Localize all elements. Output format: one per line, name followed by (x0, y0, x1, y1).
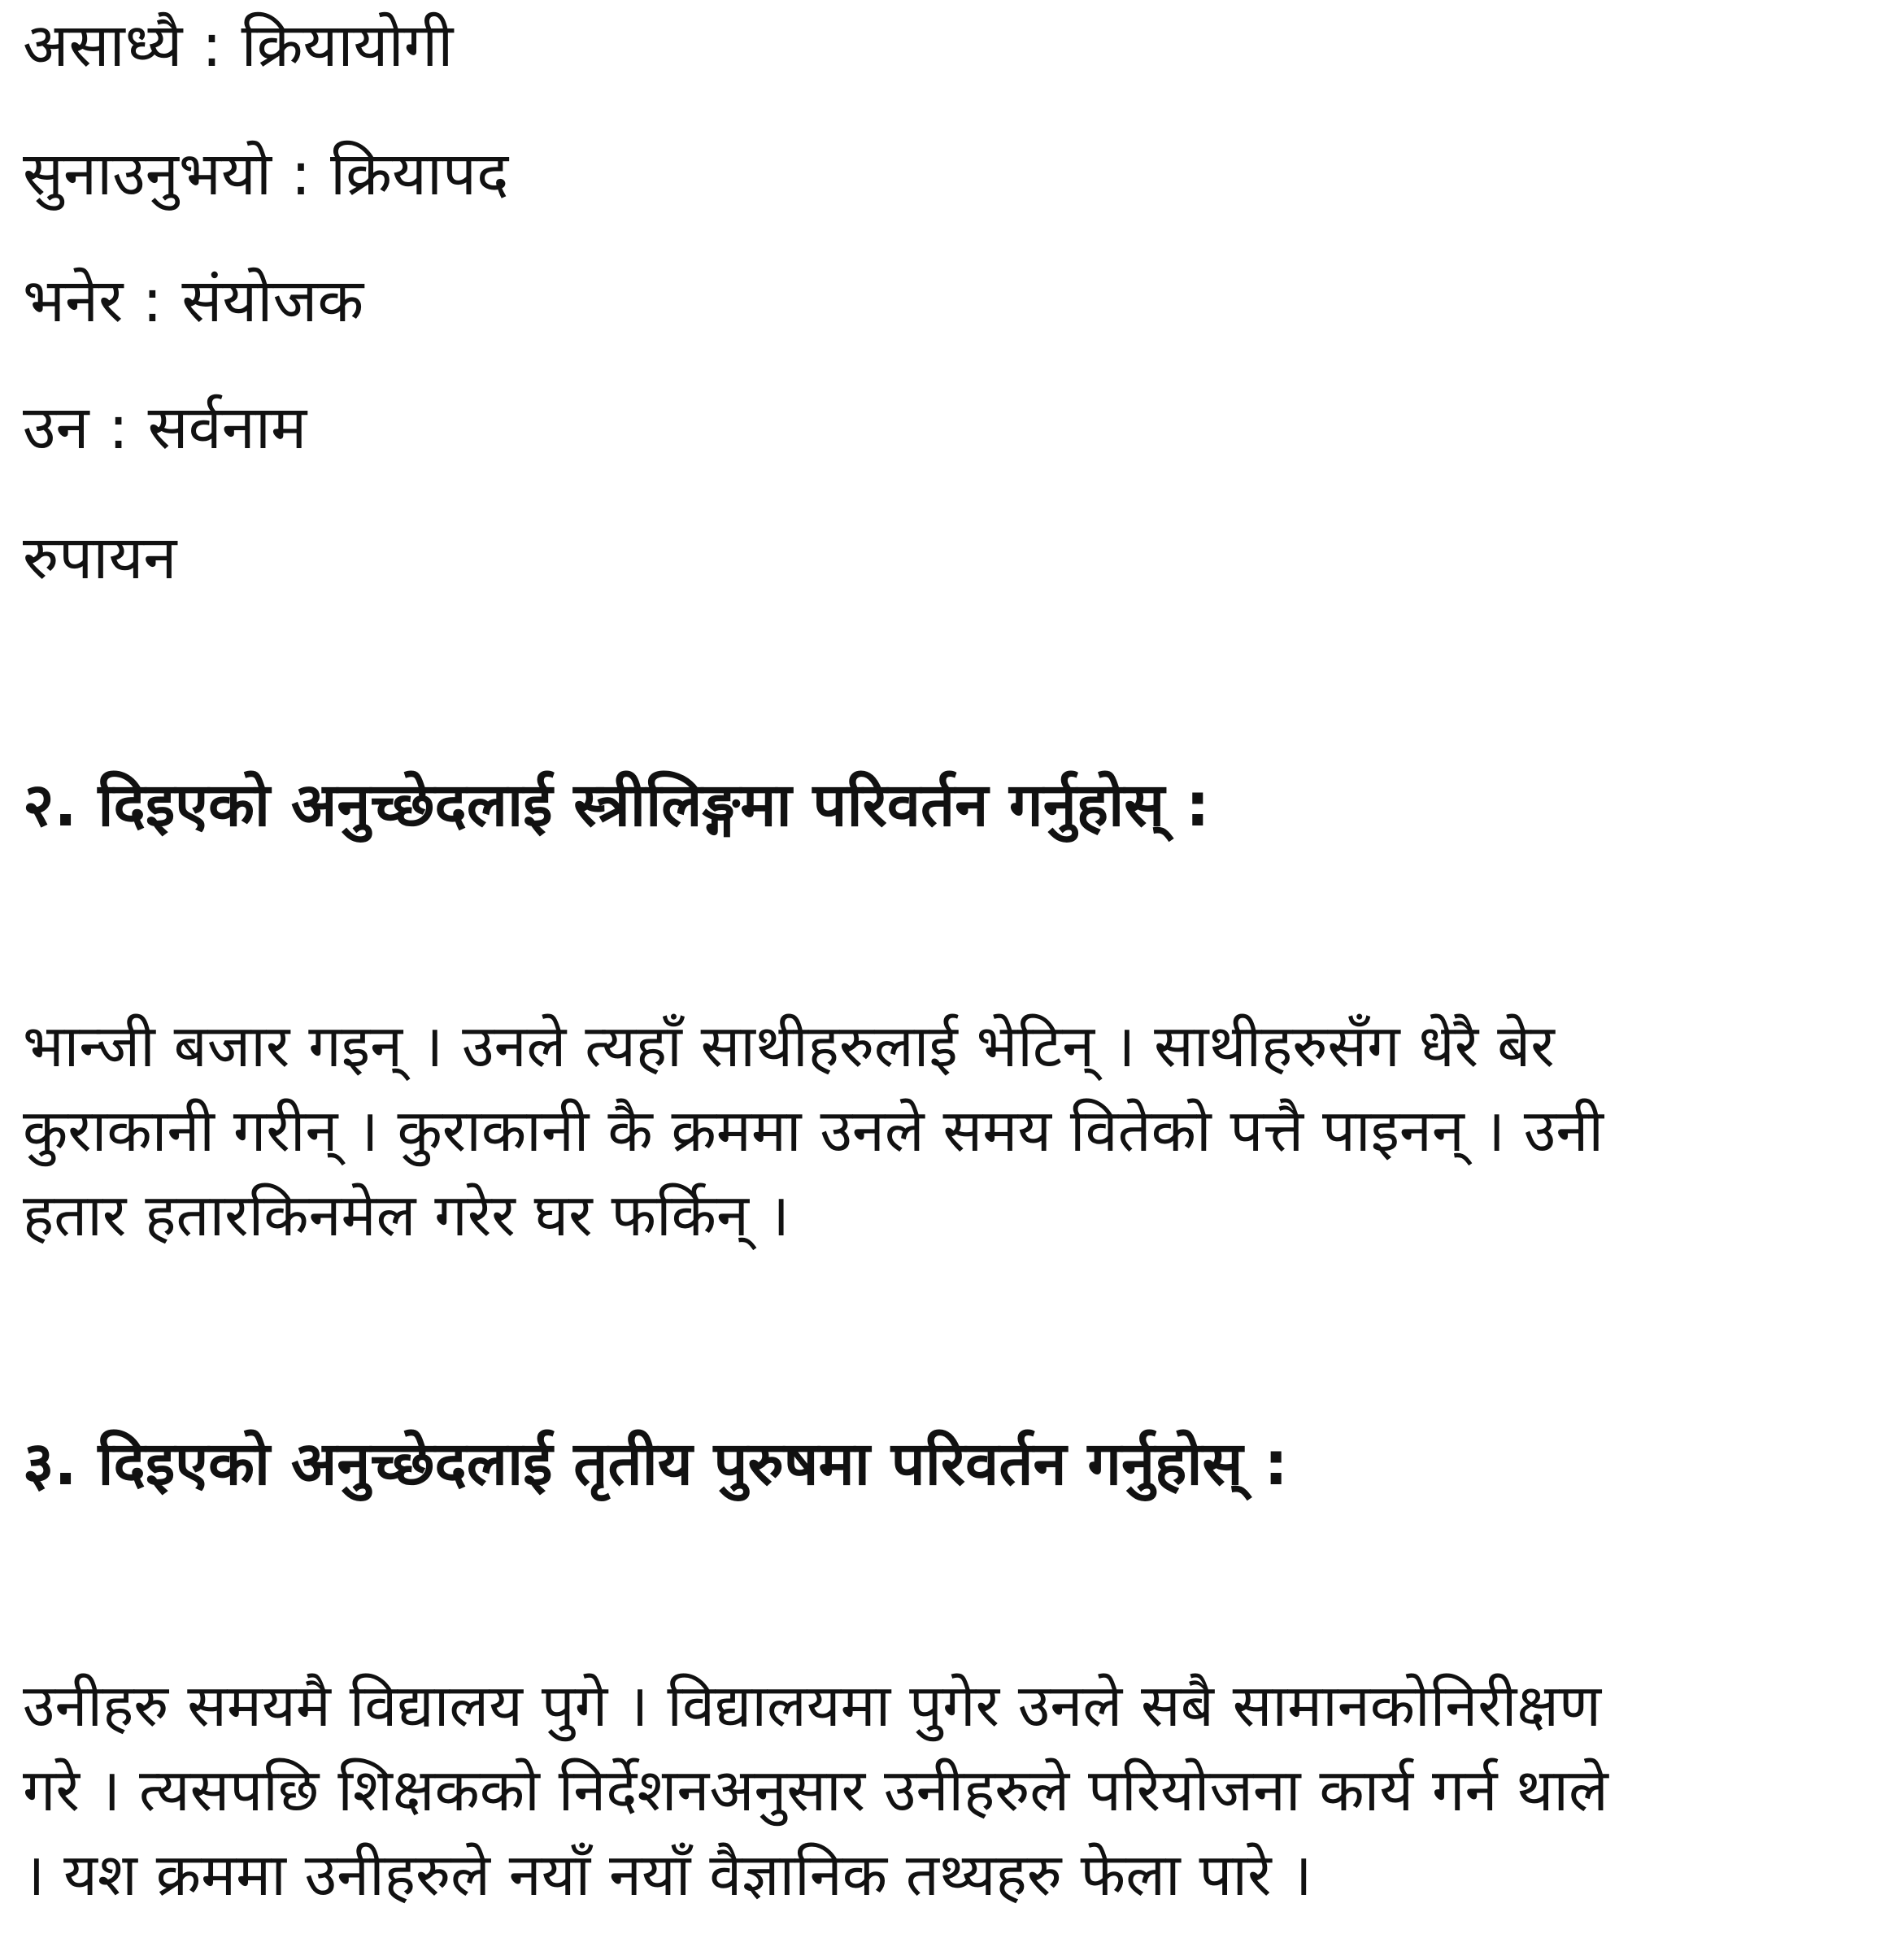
term-line: उन : सर्वनाम (23, 393, 307, 463)
paragraph-line: हतार हतारकिनमेल गरेर घर फर्किन् । (23, 1181, 790, 1249)
term-line: सुनाउनुभयो : क्रियापद (23, 139, 509, 209)
section-3-heading: ३. दिइएको अनुच्छेदलाई तृतीय पुरुषमा परिवर्तन गर्नुहोस् : (23, 1429, 1288, 1499)
paragraph-line: । यश क्रममा उनीहरुले नयाँ नयाँ वैज्ञानिक तथ्यहरु फेला पारे । (23, 1840, 1312, 1909)
section-3-paragraph (23, 1663, 1885, 1917)
section-2-heading: २. दिइएको अनुच्छेदलाई स्त्रीलिङ्गमा परिवर्तन गर्नुहोस् : (23, 770, 1210, 840)
paragraph-line: गरे । त्यसपछि शिक्षकको निर्देशनअनुसार उनीहरुले परियोजना कार्य गर्न थाले (23, 1756, 1608, 1824)
paragraph-line: उनीहरु समयमै विद्यालय पुगे । विद्यालयमा पुगेर उनले सबै सामानकोनिरीक्षण (23, 1671, 1602, 1740)
term-line: असाध्यै : क्रियायोगी (23, 11, 454, 81)
paragraph-line: कुराकानी गरीन् । कुराकानी कै क्रममा उनले समय वितेको पत्तै पाइनन् । उनी (23, 1096, 1604, 1165)
paragraph-line: भान्जी बजार गइन् । उनले त्यहाँ साथीहरुलाई भेटिन् । साथीहरुसँग धेरै बेर (23, 1012, 1555, 1080)
section-2-paragraph (23, 1004, 1885, 1257)
term-line: रुपायन (23, 523, 177, 593)
term-line: भनेर : संयोजक (23, 266, 364, 336)
